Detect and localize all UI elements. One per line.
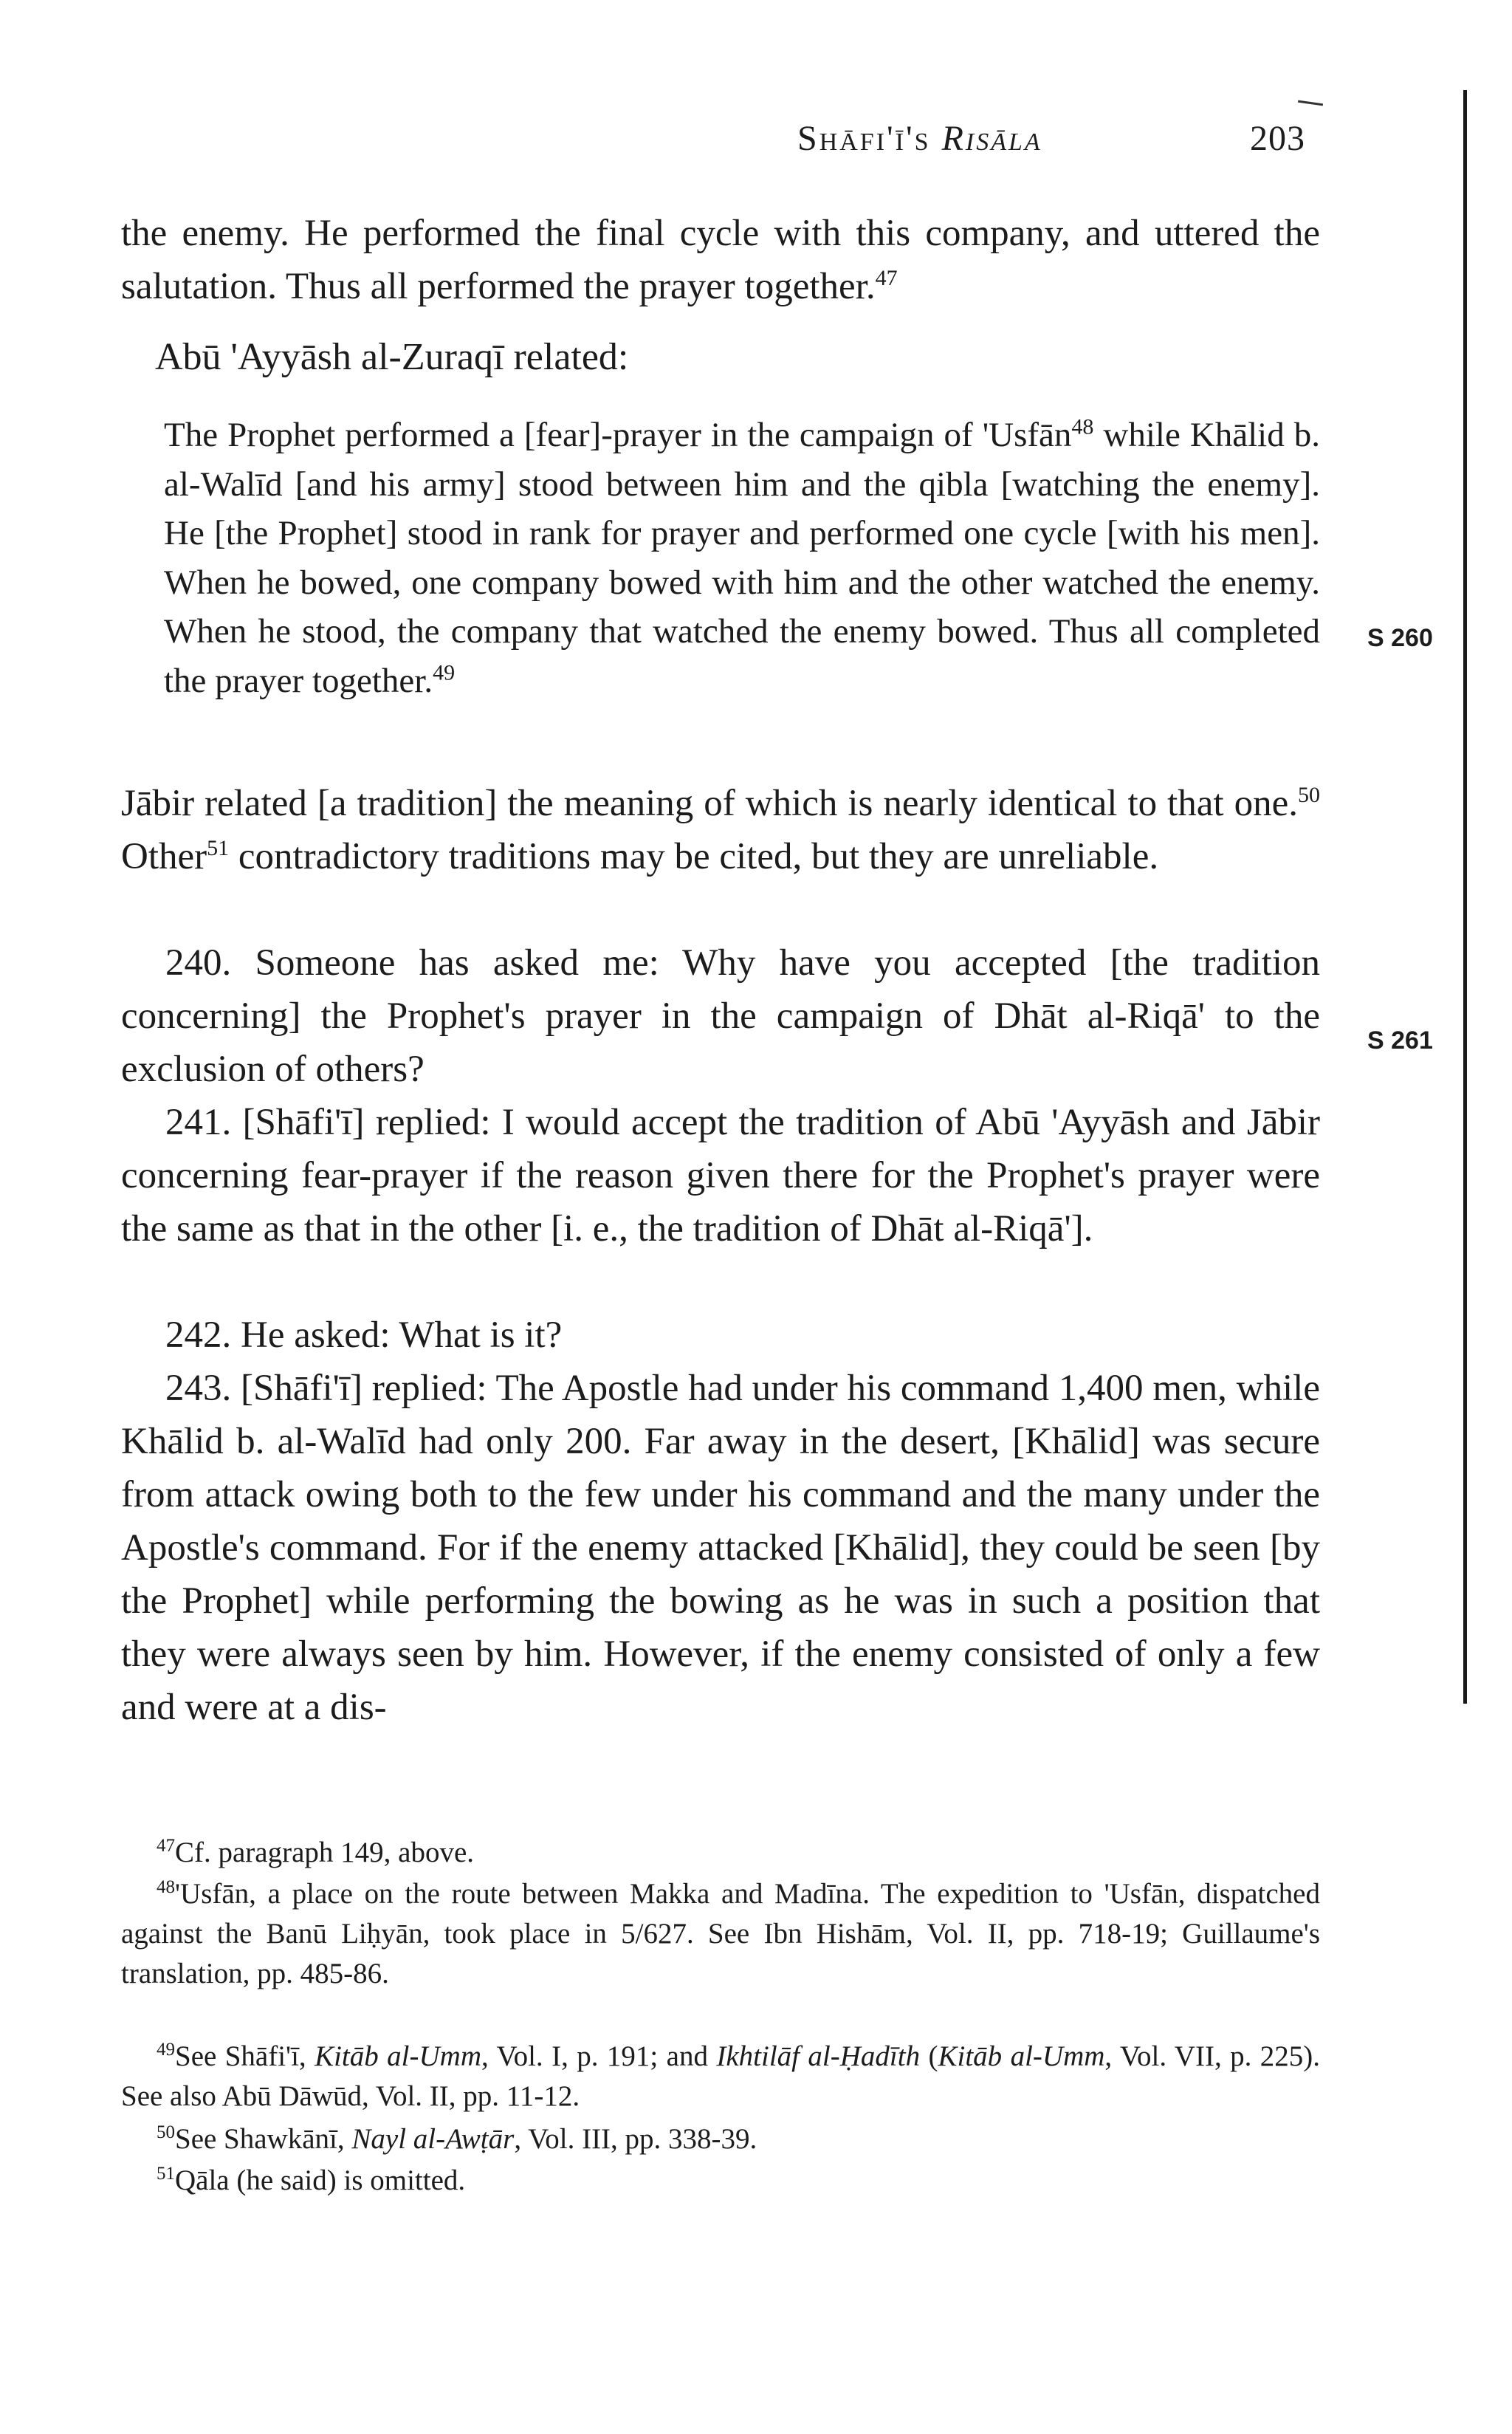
footnote-number: 50 — [157, 2122, 175, 2142]
page-number: 203 — [1250, 119, 1305, 158]
header-author — [797, 118, 1042, 159]
header-book-title: Risāla — [941, 119, 1042, 158]
book-title: Kitāb al-Umm — [315, 2040, 481, 2072]
footnote-text: , Vol. VII, p. 225). See also Abū Dāwūd, Vol. II, pp. 11-12. — [121, 2040, 1321, 2112]
paragraph-jabir — [121, 777, 1320, 883]
margin-ref-s260: S 260 — [1367, 624, 1433, 652]
footnote-48 — [121, 1874, 1320, 1994]
footnote-number: 48 — [157, 1877, 175, 1897]
footnote-47 — [121, 1833, 1320, 1873]
header-author-text: Shāfi'ī's — [797, 119, 931, 158]
footnote-ref-51: 51 — [207, 836, 230, 860]
footnote-text: See Shāfi'ī, — [175, 2040, 315, 2072]
paragraph-continuation — [121, 207, 1320, 313]
footnote-ref-47: 47 — [875, 266, 898, 290]
footnote-number: 47 — [157, 1836, 175, 1856]
footnote-number: 51 — [157, 2164, 175, 2184]
footnote-text: 'Usfān, a place on the route between Makka and Madīna. The expedition to 'Usfān, dispatched against the Banū Liḥyān, took place in 5/627. See Ibn Hishām, Vol. II, pp. 718-19; Guillaume's translation, pp. 485-86. — [121, 1878, 1320, 1989]
jabir-text-1: Jābir related [a tradition] the meaning of which is nearly identical to that one. — [121, 783, 1298, 824]
corner-mark — [1298, 100, 1323, 106]
paragraph-240: 240. Someone has asked me: Why have you accepted [the tradition concerning] the Prophet's prayer in the campaign of Dhāt al-Riqā' to the exclusion of others? — [121, 942, 1320, 1090]
footnote-text: , Vol. I, p. 191; and — [481, 2040, 717, 2072]
book-title: Kitāb al-Umm — [938, 2040, 1105, 2072]
footnote-text: , Vol. III, pp. 338-39. — [514, 2123, 757, 2155]
margin-ref-s261: S 261 — [1367, 1026, 1433, 1055]
footnote-49 — [121, 2037, 1320, 2116]
running-header — [797, 118, 1314, 165]
footnote-text: Cf. paragraph 149, above. — [175, 1837, 475, 1868]
quote-text-1: The Prophet performed a [fear]-prayer in the campaign of 'Usfān — [164, 416, 1072, 454]
jabir-text-2: Other — [121, 836, 207, 877]
footnote-51 — [121, 2161, 1320, 2201]
footnote-ref-48: 48 — [1071, 414, 1094, 439]
book-title: Nayl al-Awṭār — [351, 2123, 515, 2155]
paragraph-243: 243. [Shāfi'ī] replied: The Apostle had under his command 1,400 men, while Khālid b. al-Walīd had only 200. Far away in the desert, [Khālid] was secure from attack owing both to the few under his command and the many under the Apostle's command. For if the enemy attacked [Khālid], they could be seen [by the Prophet] while performing the bowing as he was in such a position that they were always seen by him. However, if the enemy consisted of only a few and were at a dis- — [121, 1368, 1320, 1728]
book-title: Ikhtilāf al-Ḥadīth — [716, 2040, 921, 2072]
footnote-ref-49: 49 — [433, 659, 456, 685]
jabir-text-3: contradictory traditions may be cited, but they are unreliable. — [229, 836, 1159, 877]
footnote-text: See Shawkānī, — [175, 2123, 352, 2155]
block-quote — [164, 411, 1320, 705]
right-margin-rule — [1463, 90, 1467, 1704]
quote-text-2: while Khālid b. al-Walīd [and his army] stood between him and the qibla [watching the enemy]. He [the Prophet] stood in rank for prayer and performed one cycle [with his men]. When he bowed, one company bowed with him and the other watched the enemy. When he stood, the company that watched the enemy bowed. Thus all completed the prayer together. — [164, 416, 1320, 700]
footnote-ref-50: 50 — [1298, 783, 1320, 807]
paragraph-241: 241. [Shāfi'ī] replied: I would accept the tradition of Abū 'Ayyāsh and Jābir concerning fear-prayer if the reason given there for the Prophet's prayer were the same as that in the other [i. e., the tradition of Dhāt al-Riqā']. — [121, 1102, 1320, 1249]
footnote-50 — [121, 2119, 1320, 2159]
tradition-intro: Abū 'Ayyāsh al-Zuraqī related: — [155, 336, 629, 378]
paragraph-text: the enemy. He performed the final cycle with this company, and uttered the salutation. Thus all performed the prayer together. — [121, 213, 1320, 307]
footnote-text: ( — [920, 2040, 938, 2072]
paragraph-242: 242. He asked: What is it? — [165, 1314, 563, 1356]
footnote-text: Qāla (he said) is omitted. — [175, 2164, 466, 2196]
footnote-number: 49 — [157, 2040, 175, 2060]
